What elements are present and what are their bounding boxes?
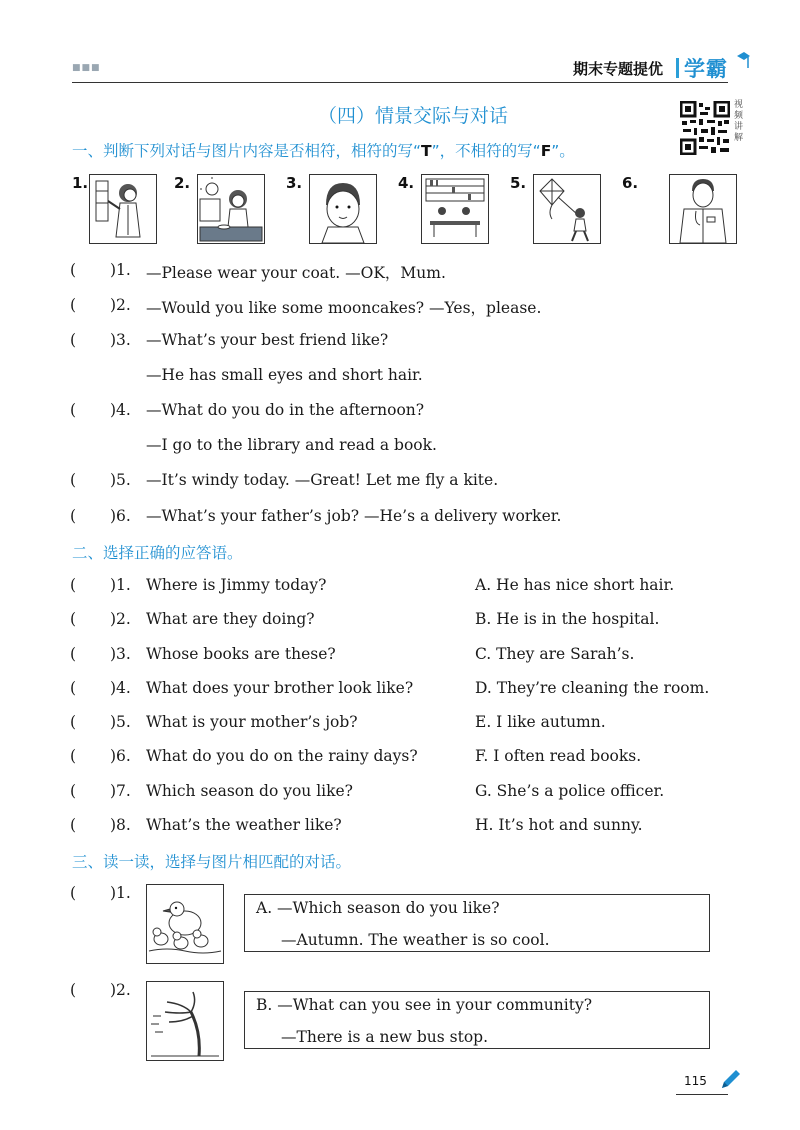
part2-question-number: )8. <box>110 816 131 834</box>
picture-number-4: 4. <box>398 174 415 192</box>
part3-heading: 三、读一读，选择与图片相匹配的对话。 <box>72 853 352 871</box>
part2-answer-option: D. They’re cleaning the room. <box>475 679 710 697</box>
answer-paren[interactable]: ( <box>70 296 77 314</box>
part1-item-number: )3. <box>110 331 131 349</box>
qr-code-icon[interactable] <box>680 101 730 155</box>
part1-dialogue-reply: —He has small eyes and short hair. <box>146 366 423 384</box>
picture-kite <box>533 174 601 244</box>
part2-question: Whose books are these? <box>146 645 336 663</box>
part2-answer-option: H. It’s hot and sunny. <box>475 816 643 834</box>
brand-logo: 学霸 <box>684 57 728 81</box>
part2-heading: 二、选择正确的应答语。 <box>72 544 243 562</box>
part2-question: What are they doing? <box>146 610 315 628</box>
part1-item-number: )2. <box>110 296 131 314</box>
part1-heading-prefix: 一、判断下列对话与图片内容是否相符，相符的写“ <box>72 142 422 160</box>
answer-paren[interactable]: ( <box>70 471 77 489</box>
part2-question: Where is Jimmy today? <box>146 576 327 594</box>
part1-dialogue: —Please wear your coat. —OK，Mum. <box>146 264 446 282</box>
part1-dialogue: —It’s windy today. —Great! Let me fly a kite. <box>146 471 499 489</box>
page-number: 115 <box>684 1074 707 1088</box>
part1-item-number: )4. <box>110 401 131 419</box>
part2-question-number: )6. <box>110 747 131 765</box>
part2-answer-option: A. He has nice short hair. <box>475 576 675 594</box>
part2-question: What’s the weather like? <box>146 816 342 834</box>
part1-item-number: )1. <box>110 261 131 279</box>
option-a-answer: —Autumn. The weather is so cool. <box>281 931 550 949</box>
picture-doctor <box>669 174 737 244</box>
part2-question-number: )7. <box>110 782 131 800</box>
part1-item-number: )5. <box>110 471 131 489</box>
header-dots: ■■■ <box>72 63 101 73</box>
f-mark: F <box>540 142 552 160</box>
header-rule <box>72 82 728 83</box>
page-number-rule <box>676 1094 728 1095</box>
picture-number-3: 3. <box>286 174 303 192</box>
part2-question-number: )5. <box>110 713 131 731</box>
answer-paren[interactable]: ( <box>70 645 77 663</box>
part1-heading-mid: ”，不相符的写“ <box>431 142 541 160</box>
answer-paren[interactable]: ( <box>70 747 77 765</box>
part1-dialogue: —Would you like some mooncakes? —Yes，please. <box>146 299 542 317</box>
picture-number-6: 6. <box>622 174 639 192</box>
answer-paren[interactable]: ( <box>70 981 77 999</box>
part1-dialogue-reply: —I go to the library and read a book. <box>146 436 437 454</box>
answer-paren[interactable]: ( <box>70 507 77 525</box>
part2-answer-option: C. They are Sarah’s. <box>475 645 635 663</box>
answer-paren[interactable]: ( <box>70 610 77 628</box>
header-title: 期末专题提优 <box>573 60 664 78</box>
part1-item-number: )6. <box>110 507 131 525</box>
picture-number-1: 1. <box>72 174 89 192</box>
part3-item-number: )1. <box>110 884 131 902</box>
option-a-question: A. —Which season do you like? <box>256 899 500 917</box>
part1-dialogue: —What do you do in the afternoon? <box>146 401 425 419</box>
answer-paren[interactable]: ( <box>70 261 77 279</box>
picture-library <box>421 174 489 244</box>
part1-heading <box>72 139 575 161</box>
picture-boy-face <box>309 174 377 244</box>
part2-question-number: )3. <box>110 645 131 663</box>
part1-dialogue: —What’s your best friend like? <box>146 331 389 349</box>
part2-question-number: )2. <box>110 610 131 628</box>
picture-ducks <box>146 884 224 964</box>
qr-video-label: 视频讲解 <box>734 100 744 143</box>
option-b-answer: —There is a new bus stop. <box>281 1028 489 1046</box>
answer-paren[interactable]: ( <box>70 331 77 349</box>
option-b-question: B. —What can you see in your community? <box>256 996 593 1014</box>
part2-question-number: )4. <box>110 679 131 697</box>
part2-answer-option: B. He is in the hospital. <box>475 610 660 628</box>
picture-windy-tree <box>146 981 224 1061</box>
answer-paren[interactable]: ( <box>70 576 77 594</box>
part3-item-number: )2. <box>110 981 131 999</box>
t-mark: T <box>421 142 432 160</box>
part2-question: Which season do you like? <box>146 782 353 800</box>
pencil-icon <box>718 1068 742 1092</box>
answer-paren[interactable]: ( <box>70 401 77 419</box>
part1-dialogue: —What’s your father’s job? —He’s a delivery worker. <box>146 507 562 525</box>
part2-answer-option: F. I often read books. <box>475 747 642 765</box>
part2-answer-option: E. I like autumn. <box>475 713 606 731</box>
header-divider <box>676 58 679 78</box>
answer-paren[interactable]: ( <box>70 884 77 902</box>
brand-cap-icon <box>735 50 751 76</box>
part2-question: What do you do on the rainy days? <box>146 747 418 765</box>
part2-question-number: )1. <box>110 576 131 594</box>
answer-paren[interactable]: ( <box>70 713 77 731</box>
answer-paren[interactable]: ( <box>70 782 77 800</box>
picture-number-5: 5. <box>510 174 527 192</box>
section-title: （四）情景交际与对话 <box>318 105 509 127</box>
picture-number-2: 2. <box>174 174 191 192</box>
part2-question: What is your mother’s job? <box>146 713 358 731</box>
part1-heading-suffix: ”。 <box>551 142 575 160</box>
picture-girl-coat <box>89 174 157 244</box>
answer-paren[interactable]: ( <box>70 679 77 697</box>
part2-answer-option: G. She’s a police officer. <box>475 782 665 800</box>
part2-question: What does your brother look like? <box>146 679 414 697</box>
picture-girl-mooncakes <box>197 174 265 244</box>
answer-paren[interactable]: ( <box>70 816 77 834</box>
